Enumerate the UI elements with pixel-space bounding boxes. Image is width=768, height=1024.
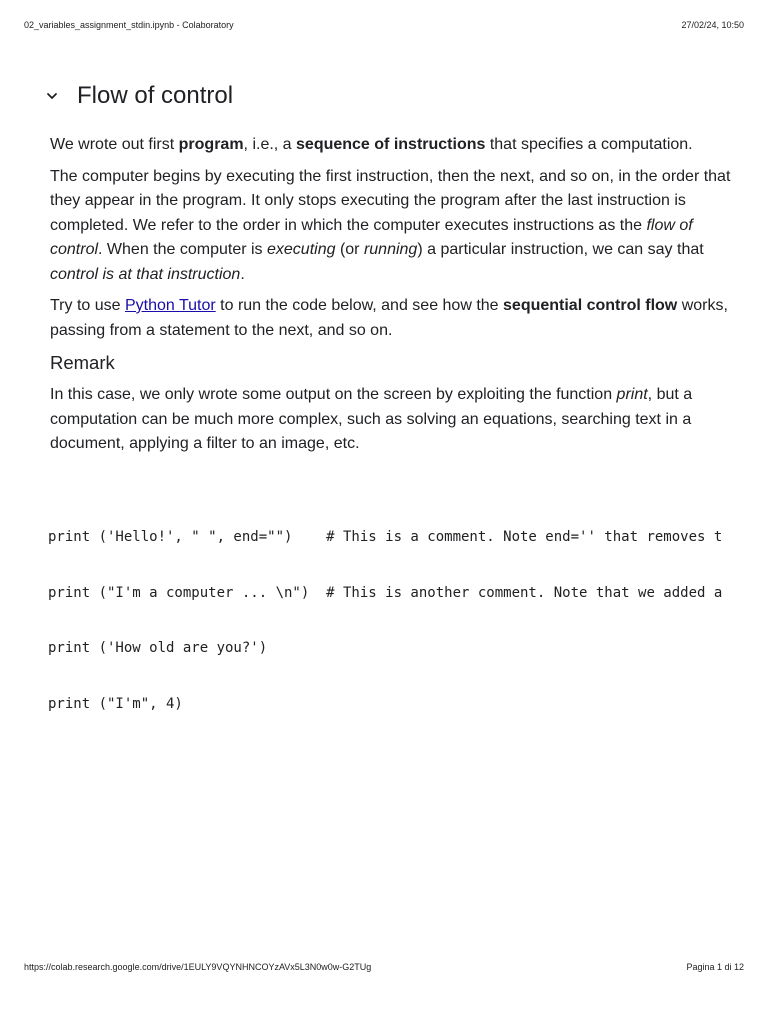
remark-heading: Remark	[50, 352, 115, 373]
section-title: Flow of control	[77, 82, 234, 109]
paragraph-python-tutor: Try to use Python Tutor to run the code below, and see how the sequential control flow works, passing from a statement to the next, and so on.	[50, 297, 728, 339]
section-heading	[42, 80, 233, 112]
code-line: print ("I'm a computer ... \n") # This is another comment. Note that we added a	[48, 584, 723, 601]
text-cell	[50, 133, 740, 464]
print-header	[0, 20, 768, 32]
document-title: 02_variables_assignment_stdin.ipynb - Colaboratory	[24, 20, 234, 30]
code-line: print ('Hello!', " ", end="") # This is a comment. Note end='' that removes t	[48, 529, 723, 545]
paragraph-flow-definition: The computer begins by executing the first instruction, then the next, and so on, in the order that they appear in the program. It only stops executing the program after the last instruction is completed. We refer to the order in which the computer executes instructions as the flow of control. When the computer is executing (or running) a particular instruction, we can say that control is at that instruction.	[50, 167, 731, 283]
print-datetime: 27/02/24, 10:50	[681, 20, 744, 30]
print-footer	[0, 962, 768, 974]
paragraph-intro: We wrote out first program, i.e., a sequence of instructions that specifies a computation.	[50, 136, 693, 153]
code-line: print ("I'm", 4)	[48, 695, 183, 712]
document-url: https://colab.research.google.com/drive/1EULY9VQYNHNCOYzAVx5L3N0w0w-G2TUg	[24, 962, 372, 972]
chevron-down-icon[interactable]	[42, 86, 62, 106]
code-line: print ('How old are you?')	[48, 640, 268, 656]
python-tutor-link[interactable]: Python Tutor	[124, 297, 216, 314]
page-number: Pagina 1 di 12	[686, 962, 744, 972]
paragraph-remark: In this case, we only wrote some output on the screen by exploiting the function print, but a computation can be much more complex, such as solving an equations, searching text in a document, applying a filter to an image, etc.	[50, 386, 693, 452]
code-cell[interactable]	[48, 491, 748, 732]
